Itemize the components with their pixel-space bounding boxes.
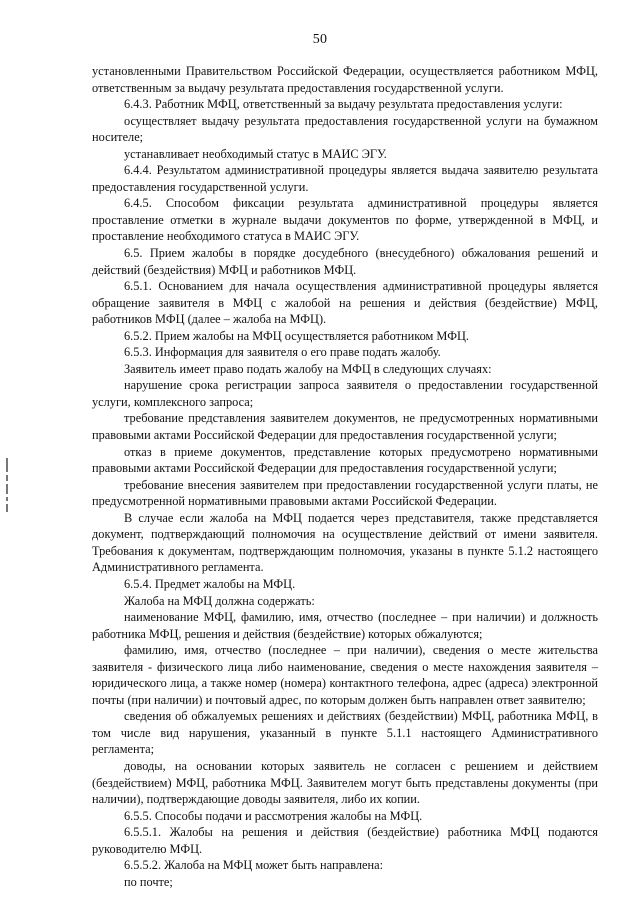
paragraph: 6.5.2. Прием жалобы на МФЦ осуществляется работником МФЦ. xyxy=(124,328,469,343)
paragraph: доводы, на основании которых заявитель не согласен с решением и действием (бездействием) МФЦ, работника МФЦ. Заявителем могут быть представлены документы (при наличии), подтверждающие доводы заявителя, либо их копии. xyxy=(92,758,598,807)
paragraph: 6.5. Прием жалобы в порядке досудебного (внесудебного) обжалования решений и действий (бездействия) МФЦ и работников МФЦ. xyxy=(92,246,598,277)
paragraph: требование внесения заявителем при предоставлении государственной услуги платы, не предусмотренной нормативными правовыми актами Российской Федерации. xyxy=(92,477,598,509)
margin-scan-mark xyxy=(6,458,9,516)
paragraph: требование представления заявителем документов, не предусмотренных нормативными правовыми актами Российской Федерации для предоставления государственной услуги; xyxy=(92,411,598,443)
paragraph: фамилию, имя, отчество (последнее – при наличии), сведения о месте жительства заявителя - физического лица либо наименование, сведения о месте нахождения заявителя – юридического лица, а также номер (номера) контактного телефона, адрес (адреса) электронной почты (при наличии) и почтовый адрес, по которым должен быть направлен ответ заявителю; xyxy=(92,643,598,707)
paragraph: сведения об обжалуемых решениях и действиях (бездействии) МФЦ, работника МФЦ, в том числе вид нарушения, указанный в пункте 5.1.1 настоящего Административного регламента; xyxy=(92,709,598,757)
paragraph: 6.4.4. Результатом административной процедуры является выдача заявителю результата предоставления государственной услуги. xyxy=(92,163,598,194)
paragraph: Жалоба на МФЦ должна содержать: xyxy=(124,593,315,608)
paragraph: 6.5.3. Информация для заявителя о его праве подать жалобу. xyxy=(124,345,441,360)
paragraph: отказ в приеме документов, представление которых предусмотрено нормативными правовыми актами Российской Федерации для предоставления государственной услуги; xyxy=(92,444,598,476)
paragraph: осуществляет выдачу результата предоставления государственной услуги на бумажном носителе; xyxy=(92,113,598,145)
paragraph: В случае если жалоба на МФЦ подается через представителя, также представляется документ, подтверждающий полномочия на осуществление действий от имени заявителя. Требования к документам, подтверждающим полномочия, указаны в пункте 5.1.2 настоящего Административного регламента. xyxy=(92,510,598,575)
paragraph: устанавливает необходимый статус в МАИС ЭГУ. xyxy=(124,146,387,161)
paragraph: по почте; xyxy=(124,874,173,889)
paragraph: 6.4.5. Способом фиксации результата административной процедуры является проставление отметки в журнале выдачи документов по форме, утвержденной в МФЦ, и проставление необходимого статуса в МАИС ЭГУ. xyxy=(92,196,598,244)
paragraph: 6.5.4. Предмет жалобы на МФЦ. xyxy=(124,576,296,591)
document-body xyxy=(92,63,598,890)
paragraph: установленными Правительством Российской Федерации, осуществляется работником МФЦ, ответственным за выдачу результата предоставления государственной услуги. xyxy=(92,64,598,95)
page-number: 50 xyxy=(312,32,328,47)
paragraph: 6.5.5. Способы подачи и рассмотрения жалобы на МФЦ. xyxy=(124,808,423,823)
paragraph: 6.5.5.1. Жалобы на решения и действия (бездействие) работника МФЦ подаются руководителю МФЦ. xyxy=(92,825,598,856)
paragraph: нарушение срока регистрации запроса заявителя о предоставлении государственной услуги, комплексного запроса; xyxy=(92,378,598,409)
paragraph: 6.5.1. Основанием для начала осуществления административной процедуры является обращение заявителя в МФЦ с жалобой на решения и действия (бездействие) МФЦ, работников МФЦ (далее – жалоба на МФЦ). xyxy=(92,279,598,327)
paragraph: 6.5.5.2. Жалоба на МФЦ может быть направлена: xyxy=(124,858,384,873)
paragraph: наименование МФЦ, фамилию, имя, отчество (последнее – при наличии) и должность работника МФЦ, решения и действия (бездействие) которых обжалуются; xyxy=(92,610,598,641)
paragraph: 6.4.3. Работник МФЦ, ответственный за выдачу результата предоставления услуги: xyxy=(124,97,563,112)
paragraph: Заявитель имеет право подать жалобу на МФЦ в следующих случаях: xyxy=(124,361,492,376)
